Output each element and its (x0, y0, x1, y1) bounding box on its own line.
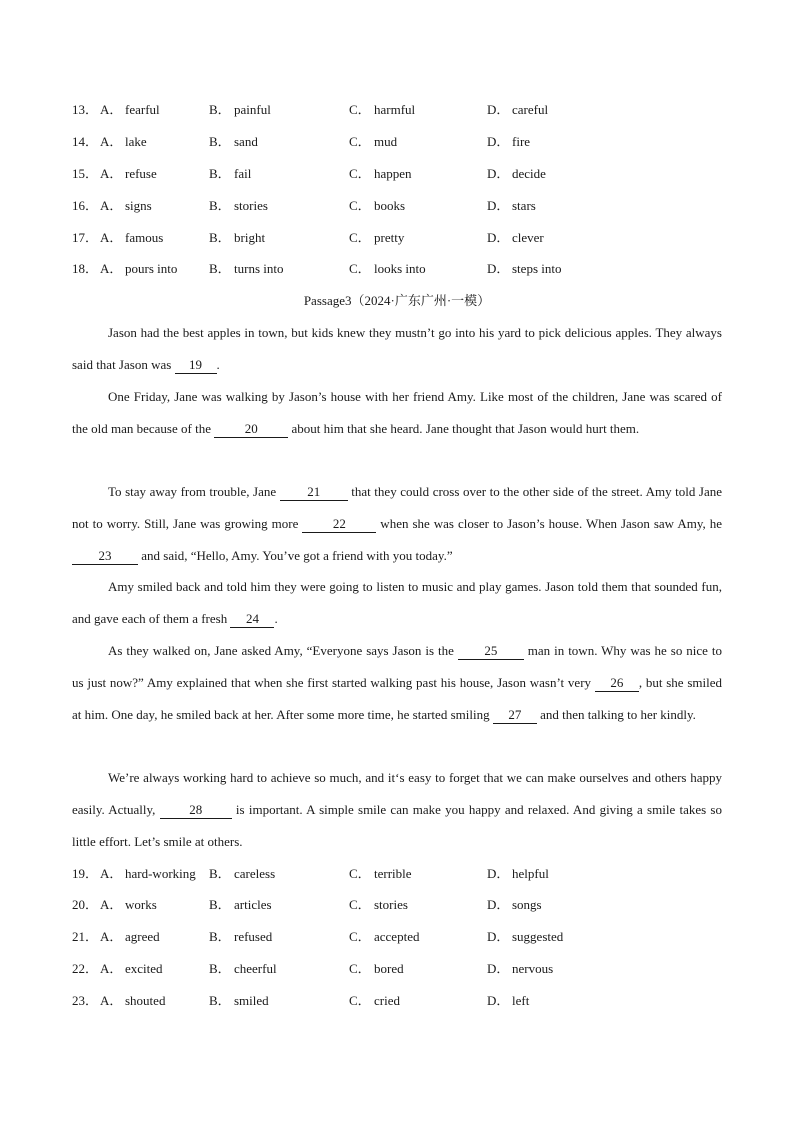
blank-28[interactable]: 28 (160, 802, 232, 819)
option-c: C． accepted (349, 929, 420, 944)
option-c: C． bored (349, 961, 404, 976)
option-a: A． lake (100, 134, 147, 149)
option-a: A． shouted (100, 993, 166, 1008)
paragraph-2: One Friday, Jane was walking by Jason’s house with her friend Amy. Like most of the children, Jane was scared of the old man because of the 20 about him that she heard. Jane thought that Jason would hurt them. (72, 389, 722, 436)
passage-title: Passage3（2024·广东广州·一模） (303, 293, 491, 308)
question-number: 16． (72, 198, 99, 213)
option-c: C． pretty (349, 230, 405, 245)
option-c: C． happen (349, 166, 412, 181)
option-d: D． songs (487, 897, 542, 912)
question-number: 22． (72, 961, 99, 976)
question-number: 13． (72, 102, 99, 117)
option-b: B． turns into (209, 261, 284, 276)
blank-21[interactable]: 21 (280, 484, 348, 501)
option-d: D． left (487, 993, 530, 1008)
question-number: 14． (72, 134, 99, 149)
option-c: C． stories (349, 897, 408, 912)
option-c: C． harmful (349, 102, 416, 117)
blank-27[interactable]: 27 (493, 707, 537, 724)
option-a: A． agreed (100, 929, 160, 944)
option-c: C． mud (349, 134, 398, 149)
option-b: B． careless (209, 866, 276, 881)
option-b: B． fail (209, 166, 252, 181)
blank-20[interactable]: 20 (214, 421, 288, 438)
blank-26[interactable]: 26 (595, 675, 639, 692)
option-b: B． articles (209, 897, 272, 912)
option-b: B． cheerful (209, 961, 277, 976)
blank-25[interactable]: 25 (458, 643, 524, 660)
option-c: C． books (349, 198, 406, 213)
option-a: A． famous (100, 230, 164, 245)
option-a: A． pours into (100, 261, 178, 276)
option-b: B． refused (209, 929, 273, 944)
option-b: B． stories (209, 198, 268, 213)
option-d: D． clever (487, 230, 544, 245)
question-number: 15． (72, 166, 99, 181)
option-b: B． smiled (209, 993, 269, 1008)
option-d: D． careful (487, 102, 549, 117)
option-d: D． decide (487, 166, 546, 181)
option-a: A． signs (100, 198, 152, 213)
paragraph-6: We’re always working hard to achieve so much, and it‘s easy to forget that we can make ourselves and others happy easily. Actually, 28 is important. A simple smile can make you happy and relaxed. And giving a smile takes so little effort. Let’s smile at others. (72, 770, 722, 849)
blank-22[interactable]: 22 (302, 516, 376, 533)
paragraph-1: Jason had the best apples in town, but kids knew they mustn’t go into his yard to pick delicious apples. They always said that Jason was 19 . (72, 325, 722, 372)
paragraph-4: Amy smiled back and told him they were going to listen to music and play games. Jason told them that sounded fun, and gave each of them a fresh 24 . (72, 579, 722, 626)
option-d: D． nervous (487, 961, 554, 976)
option-d: D． fire (487, 134, 531, 149)
option-d: D． suggested (487, 929, 564, 944)
option-b: B． sand (209, 134, 258, 149)
question-number: 21． (72, 929, 99, 944)
blank-19[interactable]: 19 (175, 357, 217, 374)
option-a: A． hard-working (100, 866, 196, 881)
option-b: B． bright (209, 230, 266, 245)
option-c: C． looks into (349, 261, 426, 276)
option-a: A． fearful (100, 102, 160, 117)
option-a: A． excited (100, 961, 163, 976)
blank-23[interactable]: 23 (72, 548, 138, 565)
option-c: C． terrible (349, 866, 412, 881)
paragraph-5: As they walked on, Jane asked Amy, “Everyone says Jason is the 25 man in town. Why was he so nice to us just now?” Amy explained that when she first started walking past his house, Jason wasn’t very 26 , but she smiled at him. One day, he smiled back at her. After some more time, he started smiling 27 and then talking to her kindly. (72, 643, 722, 722)
question-number: 20． (72, 897, 99, 912)
option-b: B． painful (209, 102, 271, 117)
option-a: A． works (100, 897, 157, 912)
blank-24[interactable]: 24 (230, 611, 274, 628)
option-d: D． stars (487, 198, 536, 213)
question-number: 23． (72, 993, 99, 1008)
question-number: 18． (72, 261, 99, 276)
option-c: C． cried (349, 993, 400, 1008)
option-d: D． helpful (487, 866, 549, 881)
question-number: 17． (72, 230, 99, 245)
option-d: D． steps into (487, 261, 562, 276)
paragraph-3: To stay away from trouble, Jane 21 that they could cross over to the other side of the street. Amy told Jane not to worry. Still, Jane was growing more 22 when she was closer to Jason’s house. When Jason saw Amy, he 23 and said, “Hello, Amy. You’ve got a friend with you today.” (72, 484, 723, 563)
option-a: A． refuse (100, 166, 157, 181)
question-number: 19． (72, 866, 99, 881)
